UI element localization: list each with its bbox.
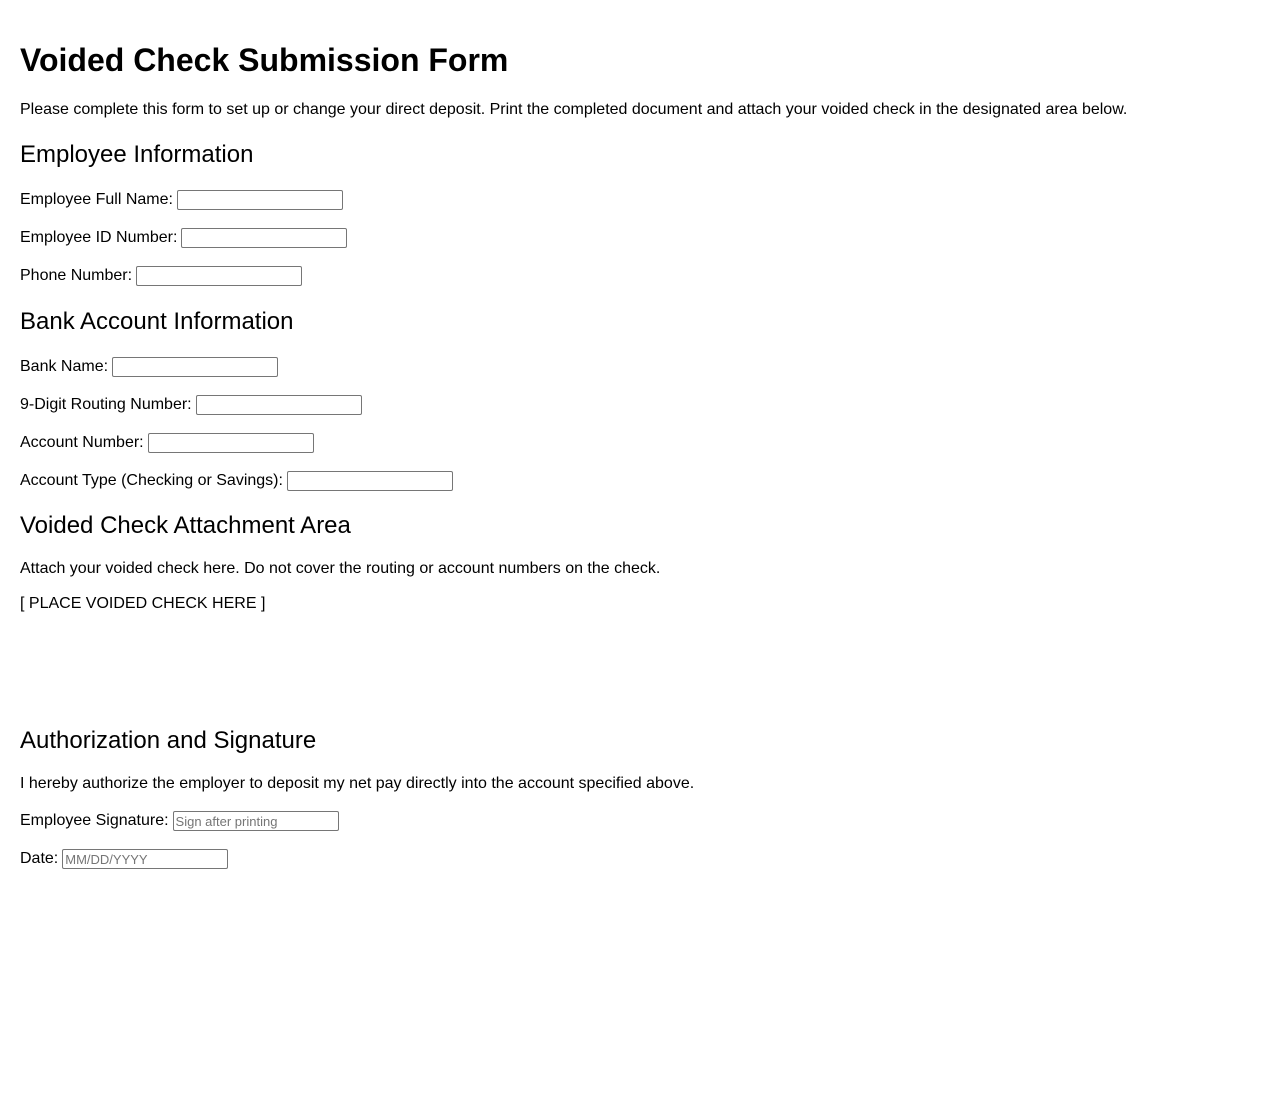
phone-label: Phone Number: bbox=[20, 267, 133, 284]
bank-name-label: Bank Name: bbox=[20, 358, 109, 375]
routing-number-row bbox=[20, 394, 362, 416]
employee-name-row bbox=[20, 189, 343, 211]
employee-id-input[interactable] bbox=[181, 228, 347, 248]
employee-section-heading: Employee Information bbox=[20, 141, 254, 168]
page-title: Voided Check Submission Form bbox=[20, 42, 509, 78]
phone-row bbox=[20, 265, 302, 287]
bank-name-row bbox=[20, 356, 278, 378]
signature-row bbox=[20, 810, 339, 832]
bank-name-input[interactable] bbox=[112, 357, 278, 377]
employee-id-row bbox=[20, 227, 347, 249]
routing-number-label: 9-Digit Routing Number: bbox=[20, 396, 192, 413]
account-number-label: Account Number: bbox=[20, 434, 144, 451]
routing-number-input[interactable] bbox=[196, 395, 362, 415]
phone-input[interactable] bbox=[136, 266, 302, 286]
account-number-input[interactable] bbox=[148, 433, 314, 453]
bank-section-heading: Bank Account Information bbox=[20, 308, 294, 335]
employee-id-label: Employee ID Number: bbox=[20, 229, 178, 246]
intro-text: Please complete this form to set up or change your direct deposit. Print the completed document and attach your voided check in the designated area below. bbox=[20, 101, 1128, 118]
attachment-section-heading: Voided Check Attachment Area bbox=[20, 512, 351, 539]
employee-name-label: Employee Full Name: bbox=[20, 191, 173, 208]
date-row bbox=[20, 848, 228, 870]
account-number-row bbox=[20, 432, 314, 454]
employee-name-input[interactable] bbox=[177, 190, 343, 210]
account-type-row bbox=[20, 470, 453, 492]
account-type-input[interactable] bbox=[287, 471, 453, 491]
authorization-statement: I hereby authorize the employer to deposit my net pay directly into the account specified above. bbox=[20, 775, 695, 792]
signature-input[interactable] bbox=[173, 811, 339, 831]
authorization-section-heading: Authorization and Signature bbox=[20, 727, 317, 754]
date-label: Date: bbox=[20, 850, 59, 867]
signature-label: Employee Signature: bbox=[20, 812, 169, 829]
account-type-label: Account Type (Checking or Savings): bbox=[20, 472, 283, 489]
attachment-instructions: Attach your voided check here. Do not cover the routing or account numbers on the check. bbox=[20, 560, 661, 577]
date-input[interactable] bbox=[62, 849, 228, 869]
check-placeholder-area: [ PLACE VOIDED CHECK HERE ] bbox=[20, 595, 266, 612]
